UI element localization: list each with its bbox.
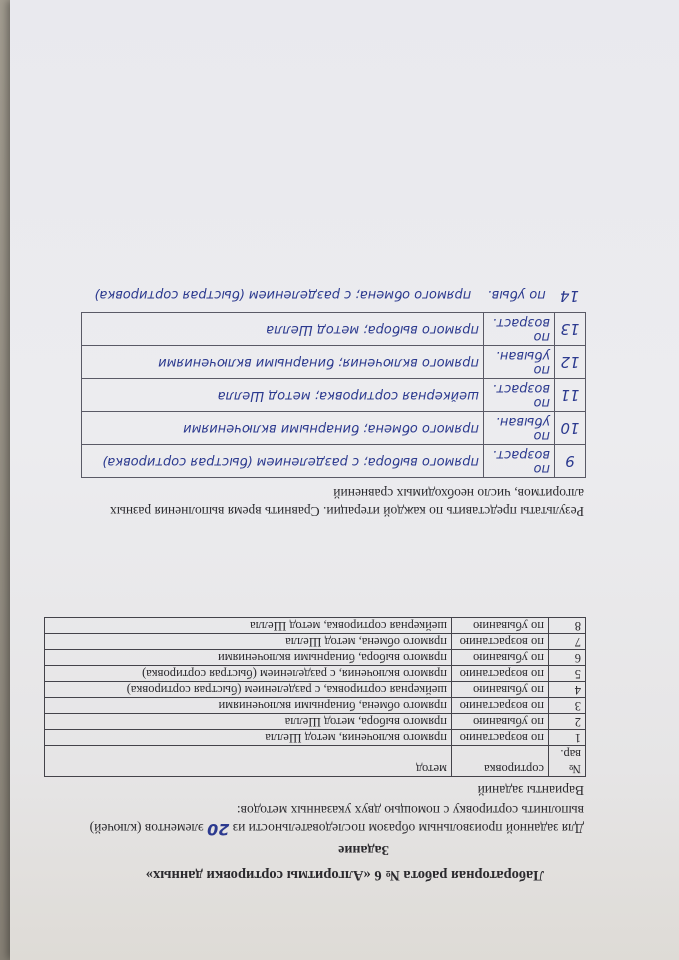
table-row (45, 634, 586, 650)
variant-num: 4 (549, 682, 586, 698)
hand-row-14 (79, 287, 579, 305)
task-suffix: элементов (ключей) выполнить сортировку с помощью двух указанных методов: (89, 803, 584, 836)
variants-table (44, 617, 586, 777)
hand-variant-order: по возраст. (484, 379, 555, 412)
variant-method: прямого включения, метод Шелла (45, 730, 452, 746)
lab-title: Лабораторная работа № 6 «Алгоритмы сортировки данных» (145, 867, 544, 883)
handwritten-variants-table (81, 312, 586, 478)
hand-variant-method: прямого включения; бинарными включениями (82, 346, 484, 379)
table-row (82, 379, 586, 412)
variant-order: по возрастанию (452, 634, 549, 650)
variant-num: 3 (549, 698, 586, 714)
table-header-row (45, 746, 586, 777)
task-description (89, 801, 584, 838)
task-heading: Задание (338, 842, 389, 857)
variants-heading: Варианты заданий (477, 783, 584, 798)
variant-num: 1 (549, 730, 586, 746)
hand-variant-order: по убыв. (487, 287, 546, 302)
table-row (82, 346, 586, 379)
hand-variant-order: по возраст. (484, 313, 555, 346)
hand-variant-method: шейкерная сортировка; метод Шелла (82, 379, 484, 412)
hand-variant-order: по убыван. (484, 412, 555, 445)
task-prefix: Для заданной произвольным образом последовательности из (232, 821, 584, 836)
hand-variant-num: 12 (555, 346, 586, 379)
variant-method: прямого выбора, метод Шелла (45, 714, 452, 730)
variant-order: по возрастанию (452, 730, 549, 746)
variant-order: по убыванию (452, 682, 549, 698)
header-variant-num: № вар. (549, 746, 586, 777)
hand-variant-num: 11 (555, 379, 586, 412)
hand-variant-num: 14 (559, 287, 579, 305)
table-row (45, 666, 586, 682)
hand-variant-order: по возраст. (484, 445, 555, 478)
variant-num: 5 (549, 666, 586, 682)
variant-method: прямого обмена, метод Шелла (45, 634, 452, 650)
results-instructions: Результаты представить по каждой итерации. Сравнить время выполнения разных алгоритмов, число необходимых сравнений (110, 486, 584, 519)
hand-variant-method: прямого выбора; с разделением (быстрая сортировка) (82, 445, 484, 478)
hand-variant-method: прямого обмена; бинарными включениями (82, 412, 484, 445)
handwritten-count: 20 (207, 820, 230, 839)
header-method: метод (45, 746, 452, 777)
hand-variant-order: по убыван. (484, 346, 555, 379)
variant-order: по убыванию (452, 618, 549, 634)
variant-order: по убыванию (452, 650, 549, 666)
table-row (45, 730, 586, 746)
table-row (45, 682, 586, 698)
variant-num: 7 (549, 634, 586, 650)
variant-order: по возрастанию (452, 698, 549, 714)
header-sort-order: сортировка (452, 746, 549, 777)
hand-variant-num: 10 (555, 412, 586, 445)
table-row (82, 412, 586, 445)
variant-method: шейкерная сортировка, с разделением (быстрая сортировка) (45, 682, 452, 698)
variant-method: прямого выбора, бинарными включениями (45, 650, 452, 666)
table-row (82, 445, 586, 478)
table-row (45, 714, 586, 730)
hand-variant-method: прямого выбора; метод Шелла (82, 313, 484, 346)
variant-order: по возрастанию (452, 666, 549, 682)
variant-num: 8 (549, 618, 586, 634)
table-row (45, 650, 586, 666)
variant-num: 2 (549, 714, 586, 730)
variant-order: по убыванию (452, 714, 549, 730)
variant-method: шейкерная сортировка, метод Шелла (45, 618, 452, 634)
variant-num: 6 (549, 650, 586, 666)
table-row (82, 313, 586, 346)
hand-variant-method: прямого обмена; с разделением (быстрая сортировка) (94, 287, 472, 302)
table-row (45, 618, 586, 634)
table-row (45, 698, 586, 714)
hand-variant-num: 9 (555, 445, 586, 478)
variant-method: прямого включения, с разделением (быстрая сортировка) (45, 666, 452, 682)
variant-method: прямого обмена, бинарными включениями (45, 698, 452, 714)
hand-variant-num: 13 (555, 313, 586, 346)
